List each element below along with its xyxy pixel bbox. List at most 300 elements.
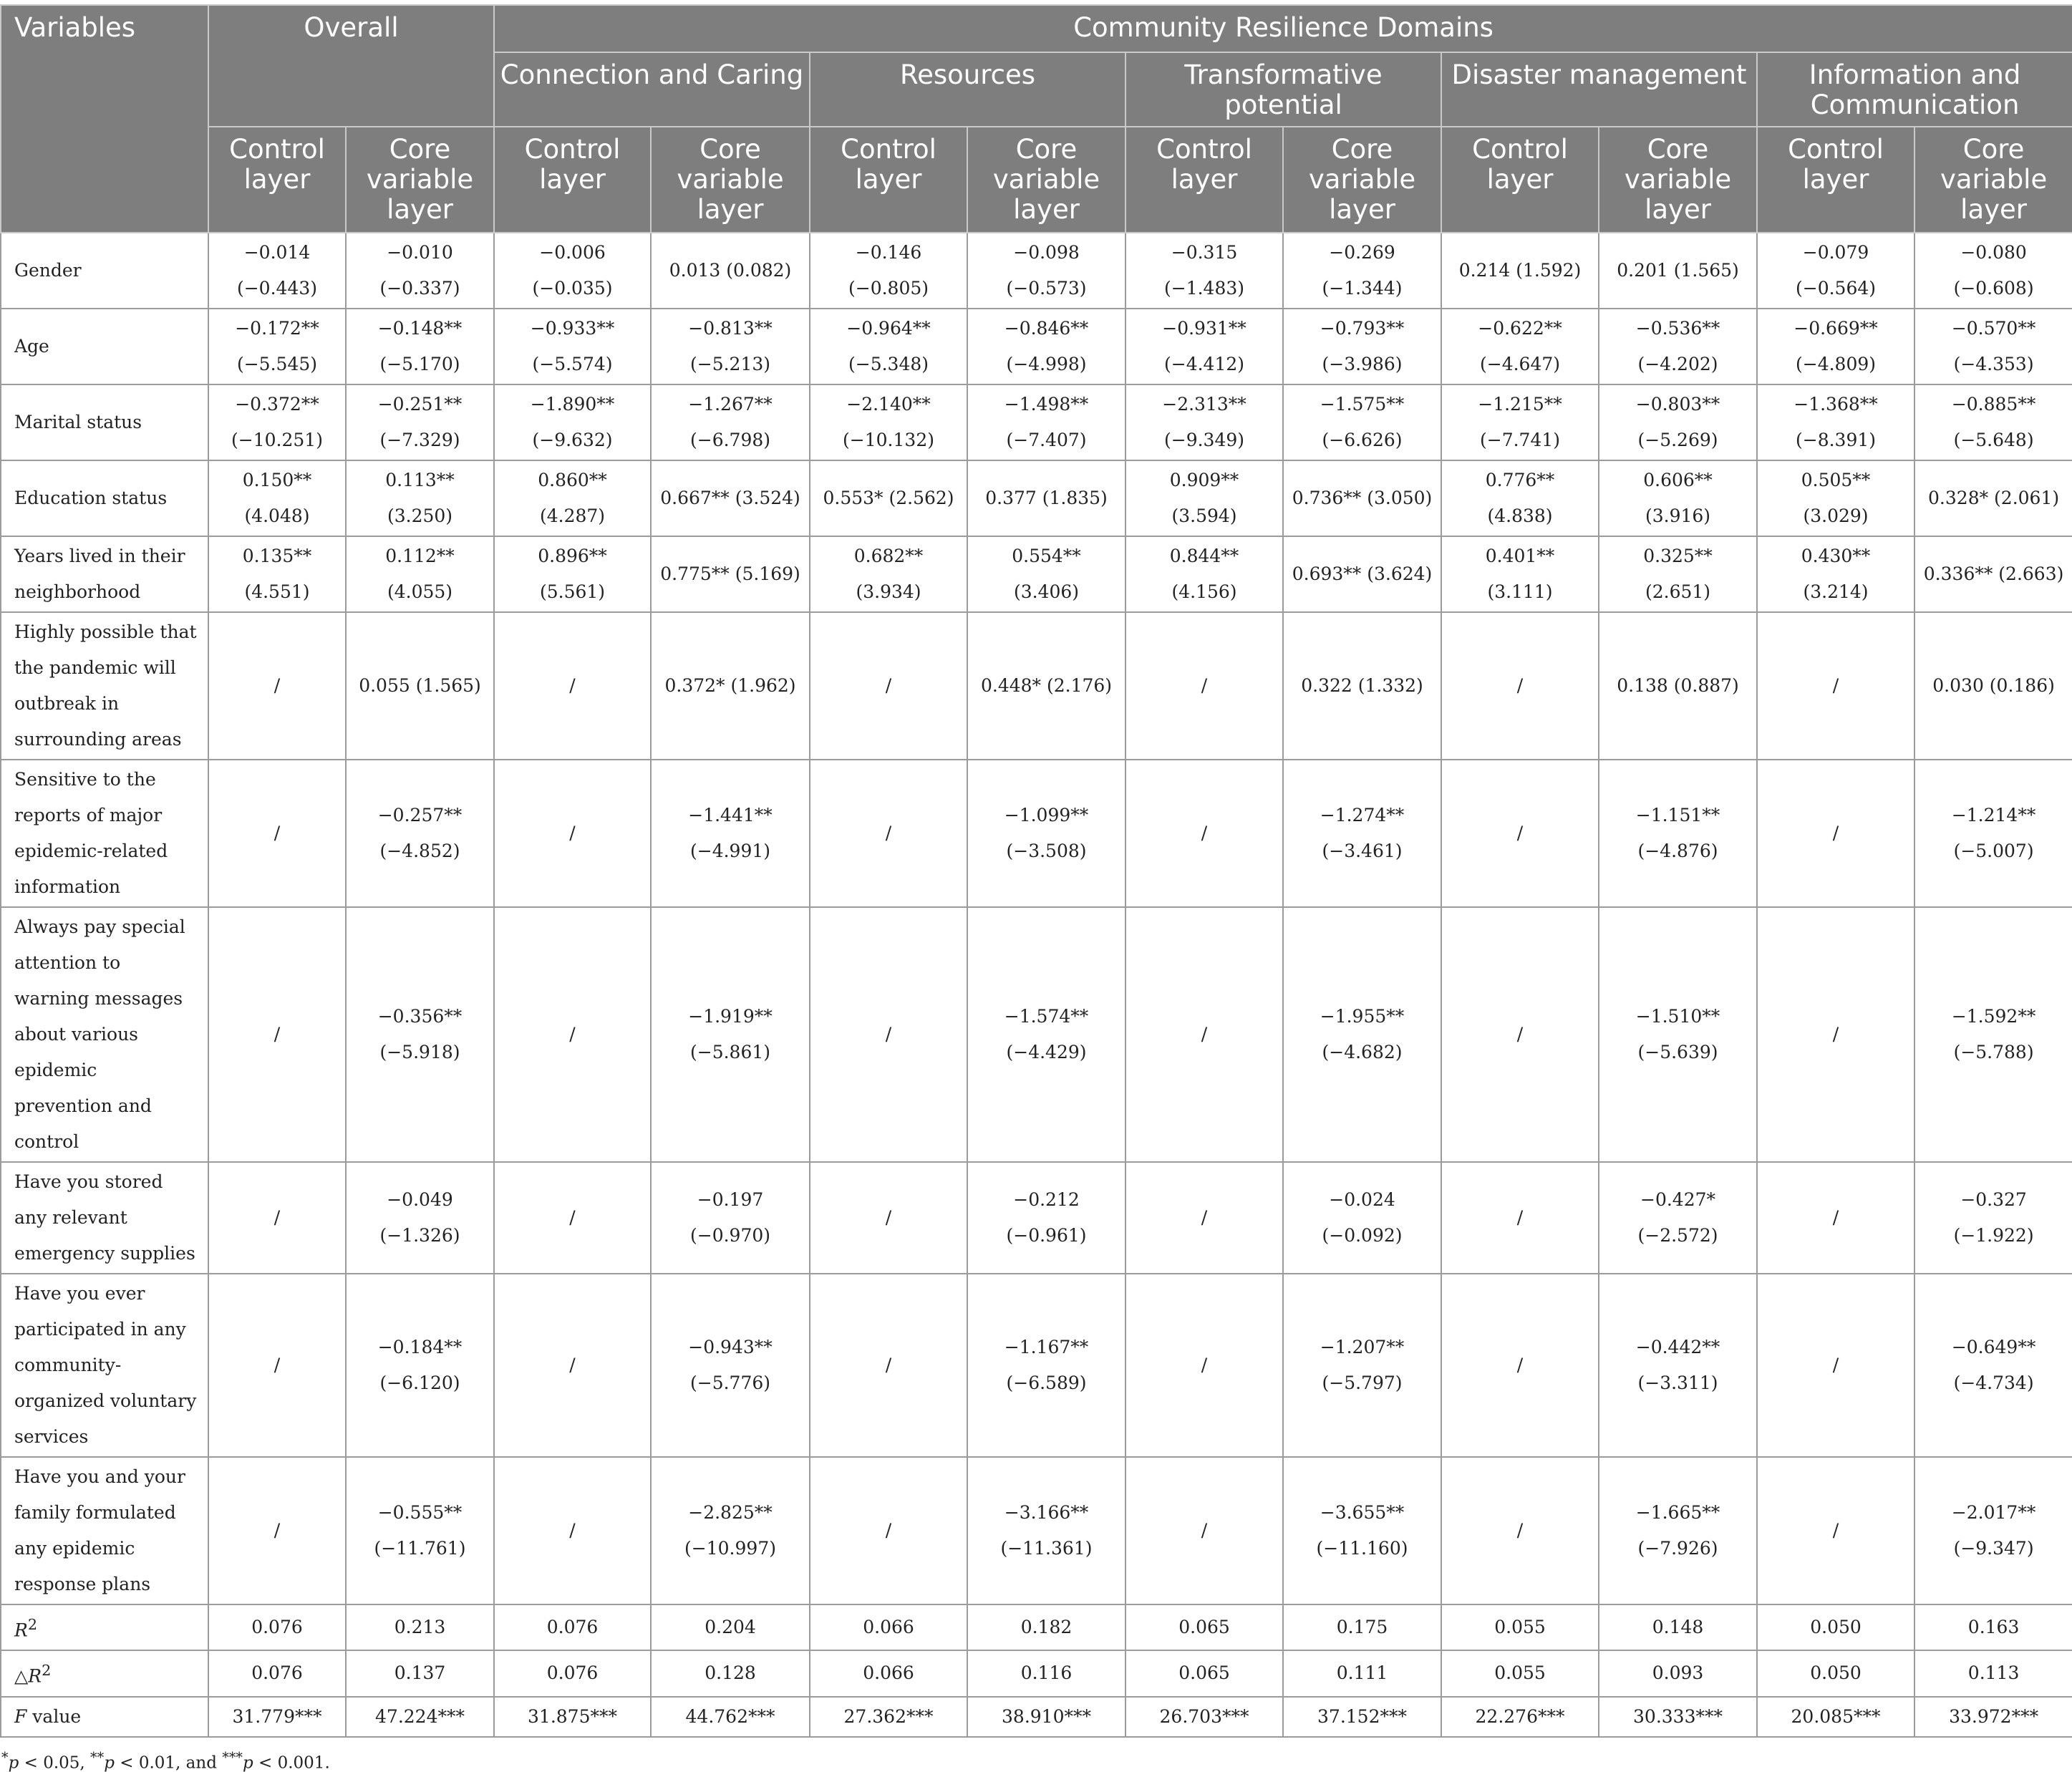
coefficient-value: 0.430**: [1801, 546, 1871, 566]
table-cell: [346, 1457, 494, 1604]
coefficient-value: −1.207**: [1320, 1337, 1405, 1357]
coefficient-value: −0.885**: [1951, 394, 2036, 415]
coefficient-value: −0.793**: [1320, 318, 1405, 339]
coefficient-value: 47.224***: [375, 1705, 465, 1727]
table-row: [1, 536, 2072, 612]
table-cell: [810, 1697, 967, 1737]
coefficient-value: 0.137: [394, 1662, 446, 1684]
coefficient-value: −1.099**: [1004, 805, 1089, 826]
t-statistic-value: (−0.035): [532, 278, 613, 299]
t-statistic-value: (−5.170): [379, 354, 460, 374]
coefficient-value: −0.184**: [377, 1337, 463, 1357]
t-statistic-value: (−6.589): [1006, 1372, 1087, 1393]
coefficient-value: /: [569, 823, 576, 843]
table-cell: [1441, 1650, 1599, 1696]
t-statistic-value: (−4.734): [1953, 1372, 2034, 1393]
coefficient-value: 0.214 (1.592): [1458, 260, 1582, 281]
table-cell: [1125, 1650, 1283, 1696]
t-statistic-value: (−9.347): [1953, 1538, 2034, 1559]
table-cell: [651, 384, 810, 460]
t-statistic-value: (−2.572): [1637, 1225, 1718, 1246]
table-cell: [1914, 1162, 2072, 1274]
table-cell: [810, 233, 967, 309]
table-cell: [967, 536, 1125, 612]
table-cell: [1599, 1162, 1757, 1274]
table-cell: [1283, 1650, 1441, 1696]
coefficient-value: 0.448* (2.176): [980, 675, 1113, 696]
coefficient-value: 0.322 (1.332): [1301, 675, 1423, 696]
coefficient-value: −0.080: [1960, 242, 2027, 263]
t-statistic-value: (−4.202): [1637, 354, 1718, 374]
t-statistic-value: (2.651): [1645, 581, 1711, 602]
coefficient-value: /: [885, 823, 892, 843]
table-cell: [810, 460, 967, 536]
coefficient-value: /: [1516, 1355, 1524, 1375]
table-cell: [1441, 460, 1599, 536]
table-cell: [1599, 384, 1757, 460]
coefficient-value: 0.065: [1178, 1662, 1230, 1684]
coefficient-value: 0.328* (2.061): [1928, 488, 2060, 508]
table-cell: [208, 1162, 346, 1274]
coefficient-value: −0.846**: [1004, 318, 1089, 339]
t-statistic-value: (−9.632): [532, 430, 613, 450]
t-statistic-value: (−4.647): [1480, 354, 1561, 374]
coefficient-value: 0.076: [546, 1662, 599, 1684]
table-cell: [1914, 1697, 2072, 1737]
header-core-variable-layer: Core variable layer: [967, 127, 1125, 233]
table-cell: [1599, 1274, 1757, 1457]
table-cell: [1125, 536, 1283, 612]
coefficient-value: /: [273, 1207, 281, 1228]
table-cell: [967, 907, 1125, 1162]
coefficient-value: 0.776**: [1485, 470, 1555, 490]
table-cell: [1283, 612, 1441, 760]
coefficient-value: 0.896**: [538, 546, 607, 566]
table-cell: [1441, 760, 1599, 907]
table-cell: [967, 1457, 1125, 1604]
table-cell: [1599, 309, 1757, 384]
table-cell: [1441, 1274, 1599, 1457]
coefficient-value: 0.055: [1494, 1662, 1546, 1684]
table-cell: [346, 907, 494, 1162]
t-statistic-value: (−5.007): [1953, 841, 2034, 861]
coefficient-value: 0.113: [1967, 1662, 2020, 1684]
t-statistic-value: (−0.805): [848, 278, 929, 299]
t-statistic-value: (−0.608): [1953, 278, 2034, 299]
coefficient-value: 30.333***: [1633, 1705, 1723, 1727]
t-statistic-value: (−10.132): [843, 430, 934, 450]
coefficient-value: 0.401**: [1485, 546, 1555, 566]
t-statistic-value: (−0.961): [1006, 1225, 1087, 1246]
coefficient-value: /: [885, 1520, 892, 1541]
t-statistic-value: (−3.311): [1637, 1372, 1718, 1393]
t-statistic-value: (−11.361): [1000, 1538, 1093, 1559]
table-cell: [208, 612, 346, 760]
table-cell: [1757, 309, 1914, 384]
t-statistic-value: (−7.329): [379, 430, 460, 450]
coefficient-value: /: [1516, 1207, 1524, 1228]
coefficient-value: −0.933**: [530, 318, 615, 339]
coefficient-value: 44.762***: [685, 1705, 775, 1727]
header-control-layer: Control layer: [1757, 127, 1914, 233]
coefficient-value: −1.510**: [1635, 1006, 1720, 1027]
coefficient-value: −0.197: [697, 1189, 764, 1210]
table-cell: [1757, 907, 1914, 1162]
table-cell: [651, 907, 810, 1162]
coefficient-value: /: [569, 1355, 576, 1375]
coefficient-value: −2.825**: [688, 1502, 773, 1523]
coefficient-value: 0.030 (0.186): [1932, 675, 2055, 696]
coefficient-value: 0.775** (5.169): [660, 563, 800, 584]
t-statistic-value: (−4.809): [1796, 354, 1877, 374]
coefficient-value: 0.050: [1810, 1617, 1862, 1638]
table-cell: [967, 612, 1125, 760]
table-cell: [208, 536, 346, 612]
table-cell: [967, 1162, 1125, 1274]
table-cell: [810, 1274, 967, 1457]
table-cell: [1283, 309, 1441, 384]
coefficient-value: −0.049: [387, 1189, 453, 1210]
header-control-layer: Control layer: [494, 127, 651, 233]
t-statistic-value: (−6.798): [690, 430, 771, 450]
row-label: Have you stored any relevant emergency supplies: [1, 1162, 208, 1274]
coefficient-value: −2.140**: [846, 394, 931, 415]
table-row: [1, 612, 2072, 760]
coefficient-value: −0.536**: [1635, 318, 1720, 339]
coefficient-value: /: [273, 1520, 281, 1541]
table-cell: [1599, 1457, 1757, 1604]
t-statistic-value: (3.250): [387, 505, 453, 526]
t-statistic-value: (4.287): [539, 505, 606, 526]
coefficient-value: /: [885, 1024, 892, 1045]
coefficient-value: /: [1832, 675, 1839, 696]
coefficient-value: /: [1832, 823, 1839, 843]
table-cell: [1914, 1274, 2072, 1457]
t-statistic-value: (−10.997): [684, 1538, 776, 1559]
row-label: Have you and your family formulated any epidemic response plans: [1, 1457, 208, 1604]
table-cell: [346, 1650, 494, 1696]
coefficient-value: 0.066: [863, 1662, 914, 1684]
t-statistic-value: (−3.986): [1322, 354, 1403, 374]
t-statistic-value: (3.111): [1487, 581, 1553, 602]
table-cell: [346, 1604, 494, 1650]
table-cell: [208, 1604, 346, 1650]
t-statistic-value: (−5.545): [236, 354, 318, 374]
table-cell: [1125, 233, 1283, 309]
coefficient-value: −0.079: [1802, 242, 1869, 263]
coefficient-value: /: [1516, 675, 1524, 696]
coefficient-value: 0.175: [1336, 1617, 1388, 1638]
table-cell: [1441, 1162, 1599, 1274]
coefficient-value: 0.336** (2.663): [1923, 563, 2064, 584]
coefficient-value: /: [569, 675, 576, 696]
table-cell: [651, 1697, 810, 1737]
t-statistic-value: (−7.407): [1006, 430, 1087, 450]
table-cell: [1125, 460, 1283, 536]
table-cell: [651, 612, 810, 760]
table-cell: [1283, 1697, 1441, 1737]
table-cell: [1914, 760, 2072, 907]
table-cell: [208, 1457, 346, 1604]
table-cell: [651, 233, 810, 309]
table-row: [1, 233, 2072, 309]
table-row: [1, 1604, 2072, 1650]
coefficient-value: /: [1201, 1520, 1208, 1541]
table-cell: [494, 1650, 651, 1696]
table-cell: [1757, 612, 1914, 760]
coefficient-value: −0.251**: [377, 394, 463, 415]
table-cell: [1441, 309, 1599, 384]
table-cell: [967, 1697, 1125, 1737]
coefficient-value: /: [1201, 1024, 1208, 1045]
coefficient-value: −0.570**: [1951, 318, 2036, 339]
table-cell: [1599, 1650, 1757, 1696]
coefficient-value: /: [1516, 1024, 1524, 1045]
coefficient-value: /: [1516, 1520, 1524, 1541]
coefficient-value: /: [885, 1355, 892, 1375]
coefficient-value: /: [569, 1520, 576, 1541]
coefficient-value: −1.215**: [1478, 394, 1562, 415]
t-statistic-value: (−4.852): [379, 841, 460, 861]
t-statistic-value: (4.551): [244, 581, 310, 602]
coefficient-value: /: [1201, 1207, 1208, 1228]
table-cell: [1914, 460, 2072, 536]
t-statistic-value: (−5.861): [690, 1042, 771, 1062]
table-cell: [494, 760, 651, 907]
table-cell: [1599, 1604, 1757, 1650]
table-cell: [810, 1457, 967, 1604]
table-cell: [1757, 536, 1914, 612]
coefficient-value: /: [1201, 675, 1208, 696]
table-cell: [1125, 1162, 1283, 1274]
coefficient-value: /: [569, 1207, 576, 1228]
table-cell: [1283, 1162, 1441, 1274]
table-cell: [1914, 309, 2072, 384]
header-domain-resources: Resources: [810, 52, 1125, 127]
row-label: Gender: [1, 233, 208, 309]
coefficient-value: 37.152***: [1317, 1705, 1407, 1727]
coefficient-value: −1.167**: [1004, 1337, 1089, 1357]
t-statistic-value: (−5.776): [690, 1372, 771, 1393]
coefficient-value: 0.135**: [242, 546, 312, 566]
t-statistic-value: (−4.991): [690, 841, 771, 861]
header-control-layer: Control layer: [810, 127, 967, 233]
coefficient-value: 0.554**: [1012, 546, 1081, 566]
t-statistic-value: (−7.741): [1480, 430, 1561, 450]
coefficient-value: /: [273, 1355, 281, 1375]
t-statistic-value: (−5.797): [1322, 1372, 1403, 1393]
table-row: [1, 1650, 2072, 1696]
table-cell: [1125, 384, 1283, 460]
regression-table-figure: [0, 4, 2072, 1772]
coefficient-value: 0.667** (3.524): [660, 488, 800, 508]
row-label: Have you ever participated in any community-organized voluntary services: [1, 1274, 208, 1457]
coefficient-value: −1.151**: [1635, 805, 1720, 826]
table-cell: [208, 907, 346, 1162]
t-statistic-value: (−6.626): [1322, 430, 1403, 450]
table-cell: [1757, 1650, 1914, 1696]
coefficient-value: 0.204: [705, 1617, 756, 1638]
coefficient-value: 0.050: [1810, 1662, 1862, 1684]
significance-footnote: *p < 0.05, **p < 0.01, and ***p < 0.001.: [1, 1748, 330, 1772]
table-cell: [1757, 1697, 1914, 1737]
coefficient-value: 31.779***: [232, 1705, 322, 1727]
coefficient-value: −0.212: [1013, 1189, 1080, 1210]
t-statistic-value: (3.916): [1645, 505, 1711, 526]
table-cell: [346, 760, 494, 907]
t-statistic-value: (−5.213): [690, 354, 771, 374]
table-cell: [346, 309, 494, 384]
coefficient-value: −0.813**: [688, 318, 773, 339]
table-cell: [1441, 384, 1599, 460]
coefficient-value: 0.325**: [1643, 546, 1713, 566]
table-cell: [1283, 1274, 1441, 1457]
table-cell: [810, 309, 967, 384]
table-cell: [651, 1274, 810, 1457]
table-row: [1, 1162, 2072, 1274]
row-label: Age: [1, 309, 208, 384]
header-domains-title: Community Resilience Domains: [494, 5, 2072, 52]
coefficient-value: −0.269: [1329, 242, 1395, 263]
table-cell: [810, 1604, 967, 1650]
t-statistic-value: (−4.876): [1637, 841, 1718, 861]
coefficient-value: 0.111: [1336, 1662, 1388, 1684]
row-label: $R^2$: [1, 1604, 208, 1650]
coefficient-value: 0.682**: [853, 546, 924, 566]
table-cell: [810, 907, 967, 1162]
coefficient-value: /: [1832, 1355, 1839, 1375]
table-cell: [1441, 1697, 1599, 1737]
table-cell: [651, 1650, 810, 1696]
coefficient-value: 0.055: [1494, 1617, 1546, 1638]
coefficient-value: −0.146: [855, 242, 922, 263]
coefficient-value: −1.665**: [1635, 1502, 1720, 1523]
table-cell: [208, 384, 346, 460]
table-cell: [208, 460, 346, 536]
table-cell: [1757, 1274, 1914, 1457]
regression-table: [0, 4, 2072, 1738]
coefficient-value: −0.649**: [1951, 1337, 2036, 1357]
coefficient-value: −1.214**: [1951, 805, 2036, 826]
coefficient-value: /: [1832, 1207, 1839, 1228]
t-statistic-value: (−4.682): [1322, 1042, 1403, 1062]
coefficient-value: −2.017**: [1951, 1502, 2036, 1523]
header-overall: Overall: [208, 5, 494, 127]
table-cell: [1283, 536, 1441, 612]
table-cell: [494, 1162, 651, 1274]
coefficient-value: 22.276***: [1475, 1705, 1565, 1727]
coefficient-value: −0.356**: [377, 1006, 463, 1027]
t-statistic-value: (−0.337): [379, 278, 460, 299]
header-domain-connection: Connection and Caring: [494, 52, 810, 127]
table-cell: [1125, 309, 1283, 384]
table-row: [1, 907, 2072, 1162]
coefficient-value: 0.844**: [1169, 546, 1239, 566]
coefficient-value: −3.166**: [1004, 1502, 1089, 1523]
table-row: [1, 760, 2072, 907]
table-cell: [967, 760, 1125, 907]
coefficient-value: 27.362***: [843, 1705, 934, 1727]
table-cell: [208, 309, 346, 384]
table-cell: [967, 1274, 1125, 1457]
coefficient-value: 0.860**: [538, 470, 607, 490]
t-statistic-value: (−3.508): [1006, 841, 1087, 861]
coefficient-value: −1.274**: [1320, 805, 1405, 826]
table-cell: [967, 1650, 1125, 1696]
table-cell: [1599, 907, 1757, 1162]
table-cell: [1914, 536, 2072, 612]
t-statistic-value: (−3.461): [1322, 841, 1403, 861]
table-cell: [1757, 760, 1914, 907]
table-cell: [967, 309, 1125, 384]
table-cell: [651, 536, 810, 612]
table-cell: [1283, 1457, 1441, 1604]
coefficient-value: −0.315: [1171, 242, 1238, 263]
t-statistic-value: (−4.998): [1006, 354, 1087, 374]
header-core-variable-layer: Core variable layer: [346, 127, 494, 233]
t-statistic-value: (4.838): [1487, 505, 1553, 526]
table-cell: [1441, 536, 1599, 612]
row-label: Years lived in their neighborhood: [1, 536, 208, 612]
t-statistic-value: (−1.483): [1164, 278, 1245, 299]
coefficient-value: 0.138 (0.887): [1617, 675, 1739, 696]
t-statistic-value: (4.048): [244, 505, 310, 526]
t-statistic-value: (3.406): [1013, 581, 1080, 602]
t-statistic-value: (−5.648): [1953, 430, 2034, 450]
table-cell: [810, 384, 967, 460]
coefficient-value: 0.093: [1652, 1662, 1704, 1684]
coefficient-value: −0.010: [387, 242, 453, 263]
t-statistic-value: (−0.970): [690, 1225, 771, 1246]
table-cell: [1757, 1457, 1914, 1604]
table-cell: [1757, 1604, 1914, 1650]
table-cell: [810, 612, 967, 760]
table-cell: [1914, 1650, 2072, 1696]
coefficient-value: −0.014: [243, 242, 311, 263]
t-statistic-value: (−6.120): [379, 1372, 460, 1393]
coefficient-value: −0.442**: [1635, 1337, 1720, 1357]
table-cell: [1757, 233, 1914, 309]
coefficient-value: /: [1832, 1024, 1839, 1045]
t-statistic-value: (3.029): [1803, 505, 1869, 526]
table-cell: [1914, 233, 2072, 309]
t-statistic-value: (−5.348): [848, 354, 929, 374]
coefficient-value: −0.327: [1960, 1189, 2027, 1210]
table-body: [1, 233, 2072, 1737]
table-row: [1, 384, 2072, 460]
coefficient-value: −0.172**: [235, 318, 319, 339]
table-cell: [1125, 1604, 1283, 1650]
row-label: F value: [1, 1697, 208, 1737]
table-cell: [1441, 612, 1599, 760]
table-cell: [1125, 760, 1283, 907]
table-cell: [1757, 460, 1914, 536]
table-cell: [346, 460, 494, 536]
table-cell: [208, 1274, 346, 1457]
header-core-variable-layer: Core variable layer: [1283, 127, 1441, 233]
table-cell: [1599, 460, 1757, 536]
coefficient-value: −1.592**: [1951, 1006, 2036, 1027]
t-statistic-value: (−1.326): [379, 1225, 460, 1246]
t-statistic-value: (−4.429): [1006, 1042, 1087, 1062]
coefficient-value: /: [569, 1024, 576, 1045]
table-cell: [494, 1457, 651, 1604]
coefficient-value: −0.943**: [688, 1337, 773, 1357]
header-domain-transformative: Transformative potential: [1125, 52, 1441, 127]
t-statistic-value: (−1.344): [1322, 278, 1403, 299]
table-row: [1, 1697, 2072, 1737]
header-domain-information: Information and Communication: [1757, 52, 2072, 127]
